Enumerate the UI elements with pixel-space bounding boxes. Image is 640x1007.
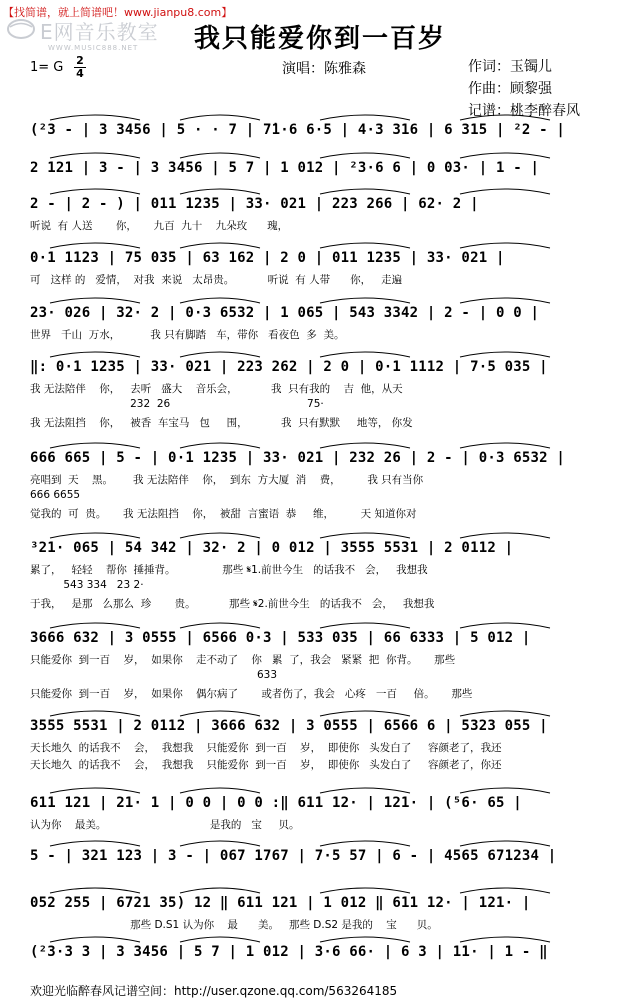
notation-row: (²3·3 3 | 3 3456 | 5 7 | 1 012 | 3·6 66· | 6 3 | 11· | 1 - ‖ bbox=[30, 944, 548, 960]
notation-row: 0·1 1123 | 75 035 | 63 162 | 2 0 | 011 1235 | 33· 021 | bbox=[30, 250, 505, 266]
slur-marks bbox=[30, 883, 610, 895]
lyric-line: 那些 D.S1 认为你 最 美。 那些 D.S2 是我的 宝 贝。 bbox=[30, 919, 438, 931]
notation-row: 5 - | 321 123 | 3 - | 067 1767 | 7·5 57 | 6 - | 4565 671234 | bbox=[30, 848, 557, 864]
notation-row: 23· 026 | 32· 2 | 0·3 6532 | 1 065 | 543 3342 | 2 - | 0 0 | bbox=[30, 305, 540, 321]
lyric-line: 天长地久 的话我不 会， 我想我 只能爱你 到一百 岁， 即使你 头发白了 容颜老了，你还 bbox=[30, 759, 502, 771]
notation-row: 2 - | 2 - ) | 011 1235 | 33· 021 | 223 266 | 62· 2 | bbox=[30, 196, 479, 212]
key-signature: 1= G bbox=[30, 60, 64, 75]
lyric-line: 觉我的 可 贵。 我 无法阻挡 你， 被甜 言蜜语 恭 维， 天 知道你对 bbox=[30, 508, 417, 520]
notation-row: (²3 - | 3 3456 | 5 · · 7 | 7̇1·6 6·5 | 4·3 316 | 6 315 | ²2 - | bbox=[30, 122, 565, 138]
footer-link[interactable]: 欢迎光临醉春风记谱空间：http://user.qzone.qq.com/563264185 bbox=[30, 984, 398, 998]
time-top: 2 bbox=[76, 54, 84, 67]
composer-credit: 作曲：顾黎强 bbox=[468, 81, 552, 97]
slur-marks bbox=[30, 438, 610, 450]
slur-marks bbox=[30, 184, 610, 196]
lyric-line: 可 这样 的 爱情， 对我 来说 太昂贵。 听说 有 人带 你， 走遍 bbox=[30, 274, 403, 286]
lyric-line: 于我， 是那 么那么 珍 贵。 那些 𝄋2.前世今生 的话我不 会， 我想我 bbox=[30, 598, 435, 610]
lyric-line: 只能爱你 到一百 岁， 如果你 偶尔病了 或者伤了，我会 心疼 一百 倍。 那些 bbox=[30, 688, 473, 700]
slur-marks bbox=[30, 293, 610, 305]
lyric-line: 633 bbox=[30, 669, 278, 681]
slur-marks bbox=[30, 347, 610, 359]
notation-row: ³21· 065 | 54 342 | 32· 2 | 0 012 | 3555 5531 | 2 0112 | bbox=[30, 540, 514, 556]
notation-row: 666 665 | 5 - | 0·1 1235 | 33· 021 | 232 26 | 2 - | 0·3 6532 | bbox=[30, 450, 565, 466]
lyric-line: 世界 千山 万水， 我 只有脚踏 车，带你 看夜色 多 美。 bbox=[30, 329, 345, 341]
slur-marks bbox=[30, 618, 610, 630]
notation-row: ‖: 0·1 1235 | 33· 021 | 223 262 | 2 0 | 0·1 1112 | 7·5 035 | bbox=[30, 359, 548, 375]
slur-marks bbox=[30, 706, 610, 718]
lyric-line: 天长地久 的话我不 会， 我想我 只能爱你 到一百 岁， 即使你 头发白了 容颜老了，我还 bbox=[30, 742, 502, 754]
singer-credit: 演唱：陈雅森 bbox=[282, 61, 366, 77]
transcriber-credit: 记谱：桃李醉春风 bbox=[468, 103, 580, 119]
slur-marks bbox=[30, 148, 610, 160]
lyric-line: 我 无法阻挡 你， 被香 车宝马 包 围， 我 只有默默 地等， 你发 bbox=[30, 417, 413, 429]
notation-row: 3555 5531 | 2 0112 | 3666 632 | 3 0555 | 6566 6 | 5323 055 | bbox=[30, 718, 548, 734]
lyric-line: 累了， 轻轻 帮你 捶捶背。 那些 𝄋1.前世今生 的话我不 会， 我想我 bbox=[30, 564, 428, 576]
slur-marks bbox=[30, 932, 610, 944]
notation-row: 2 121 | 3 - | 3 3456 | 5 7 | 1 012 | ²3·6 6 | 0 03· | 1 - | bbox=[30, 160, 540, 176]
slur-marks bbox=[30, 110, 610, 122]
lyric-line: 听说 有 人送 你， 九百 九十 九朵玫 瑰， bbox=[30, 220, 289, 232]
watermark-text: E网音乐教室 bbox=[40, 20, 159, 44]
slur-marks bbox=[30, 238, 610, 250]
slur-marks bbox=[30, 528, 610, 540]
song-title: 我只能爱你到一百岁 bbox=[193, 24, 446, 54]
lyric-line: 666 6655 bbox=[30, 489, 81, 501]
slur-marks bbox=[30, 836, 610, 848]
site-banner[interactable]: 【找简谱，就上简谱吧！www.jianpu8.com】 bbox=[3, 6, 233, 19]
notation-row: 052 255 | 6721 35) 12 ‖ 611 121 | 1 012 ‖ 611 12· | 121· | bbox=[30, 895, 531, 911]
notation-row: 3666 632 | 3 0555 | 6566 0·3 | 533 035 | 66 6333 | 5 012 | bbox=[30, 630, 531, 646]
lyric-line: 只能爱你 到一百 岁， 如果你 走不动了 你 累 了，我会 紧紧 把 你背。 那些 bbox=[30, 654, 456, 666]
watermark-url: WWW.MUSIC888.NET bbox=[48, 44, 139, 52]
lyricist-credit: 作词：玉镯儿 bbox=[468, 59, 552, 75]
time-signature bbox=[74, 56, 86, 79]
lyric-line: 我 无法陪伴 你， 去听 盛大 音乐会， 我 只有我的 吉 他，从天 bbox=[30, 383, 403, 395]
slur-marks bbox=[30, 783, 610, 795]
lyric-line: 543 334 23 2· bbox=[30, 579, 144, 591]
time-bottom: 4 bbox=[76, 67, 84, 80]
lyric-line: 232 26 75· bbox=[30, 398, 324, 410]
notation-row: 611 121 | 21· 1 | 0 0 | 0 0 :‖ 611 12· | 121· | (⁵6· 65 | bbox=[30, 795, 522, 811]
lyric-line: 亮唱到 天 黑。 我 无法陪伴 你， 到东 方大厦 消 费， 我 只有当你 bbox=[30, 474, 424, 486]
lyric-line: 认为你 最美。 是我的 宝 贝。 bbox=[30, 819, 300, 831]
